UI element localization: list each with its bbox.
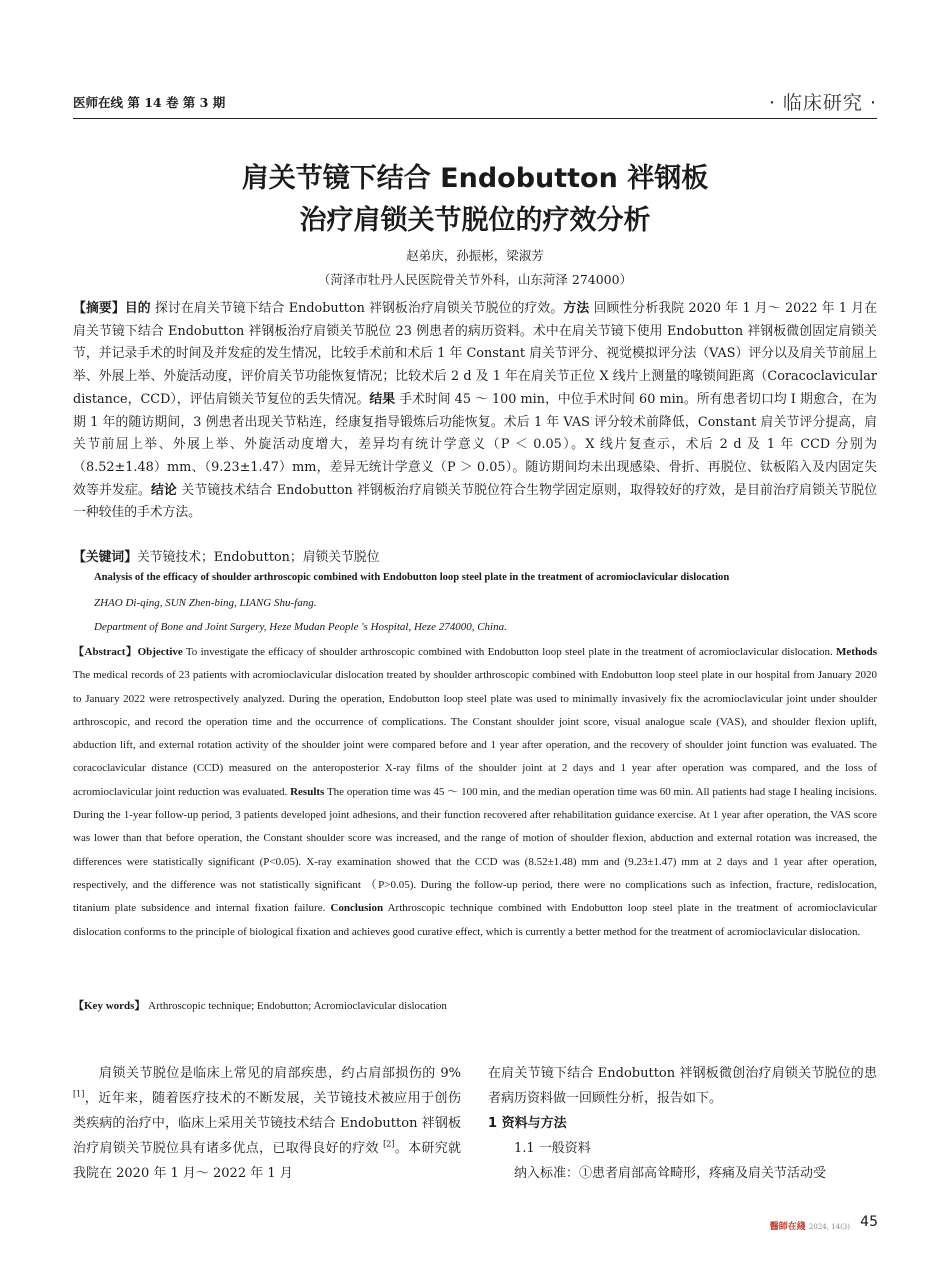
en-keywords-label: 【Key words】 — [73, 1000, 146, 1012]
objective-label: 目的 — [124, 301, 151, 316]
body-column-left — [73, 1061, 461, 1186]
body-text: ，近年来，随着医疗技术的不断发展，关节镜技术被应用于创伤类疾病的治疗中，临床上采用关节镜技术结合 Endobutton 袢钢板治疗肩锁关节脱位具有诸多优点，已取得良好的疗效 — [73, 1091, 461, 1156]
section-heading: 1 资料与方法 — [488, 1116, 567, 1131]
abstract-label: 【摘要】 — [73, 301, 125, 316]
authors: 赵弟庆，孙振彬，梁淑芳 — [406, 248, 544, 263]
citation-ref[interactable]: [1] — [73, 1089, 85, 1099]
english-affiliation: Department of Bone and Joint Surgery, Heze Mudan People 's Hospital, Heze 274000, China. — [94, 621, 507, 633]
citation-ref[interactable]: [2] — [383, 1139, 395, 1149]
en-methods-label: Methods — [836, 646, 877, 658]
en-results-text: The operation time was 45 ～ 100 min, and the median operation time was 60 min. All patients had stage I healing incisions. During the 1-year follow-up period, 3 patients developed joint adhesions, and their function recovered after rehabilitation guidance exercise. At 1 year after operation, the VAS score was lower than that before operation, the Constant shoulder score was increased, and the range of motion of shoulder flexion, abduction and external rotation was increased, the differences were statistically significant (P<0.05). X-ray examination showed that the CCD was (8.52±1.48) mm and (9.23±1.47) mm at 2 days and 1 year after operation, respectively, and the difference was not statistically significant （P>0.05). During the follow-up period, there were no complications such as infection, fracture, redislocation, titanium plate subsidence and internal fixation failure. — [73, 785, 878, 915]
results-text: 手术时间 45 ～ 100 min，中位手术时间 60 min。所有患者切口均 Ⅰ 期愈合，在为期 1 年的随访期间，3 例患者出现关节粘连，经康复指导锻炼后功能恢复。术后 1 年 VAS 评分较术前降低，Constant 肩关节评分提高，肩关节前屈上举、外展上举、外旋活动度增大，差异均有统计学意义（P ＜ 0.05）。X 线片复查示，术后 2 d 及 1 年 CCD 分别为（8.52±1.48）mm、（9.23±1.47）mm，差异无统计学意义（P ＞ 0.05）。随访期间均未出现感染、骨折、再脱位、钛板陷入及内固定失效等并发症。 — [73, 391, 877, 498]
keywords-text: 关节镜技术；Endobutton；肩锁关节脱位 — [136, 550, 380, 565]
body-paragraph — [73, 1061, 461, 1186]
keywords-label: 【关键词】 — [73, 550, 137, 565]
en-abstract-label: 【Abstract】 — [73, 646, 138, 658]
footer-logo-text: 醫師在綫 — [769, 1222, 806, 1232]
subsection-heading: 1.1 一般资料 — [514, 1141, 591, 1156]
keywords-cn — [73, 546, 877, 565]
footer-journal-logo — [770, 1219, 850, 1232]
conclusion-text: 关节镜技术结合 Endobutton 袢钢板治疗肩锁关节脱位符合生物学固定原则，取得较好的疗效，是目前治疗肩锁关节脱位一种较佳的手术方法。 — [73, 482, 878, 521]
methods-text: 回顾性分析我院 2020 年 1 月～ 2022 年 1 月在肩关节镜下结合 Endobutton 袢钢板治疗肩锁关节脱位 23 例患者的病历资料。术中在肩关节镜下使用 Endobutton 袢钢板微创固定肩锁关节，并记录手术的时间及并发症的发生情况，比较手术前和术后 1 年 Constant 肩关节评分、视觉模拟评分法（VAS）评分以及肩关节前屈上举、外展上举、外旋活动度，评价肩关节功能恢复情况；比较术后 2 d 及 1 年在肩关节正位 X 线片上测量的喙锁间距离（Coracoclavicular distance，CCD），评估肩锁关节复位的丢失情况。 — [73, 301, 878, 407]
running-header — [73, 90, 877, 119]
body-paragraph: 在肩关节镜下结合 Endobutton 袢钢板微创治疗肩锁关节脱位的患者病历资料做一回顾性分析，报告如下。 — [488, 1066, 877, 1106]
abstract-cn — [73, 298, 877, 525]
title-line-2: 治疗肩锁关节脱位的疗效分析 — [299, 205, 651, 236]
body-column-right — [488, 1061, 877, 1186]
en-conclusion-text: Arthroscopic technique combined with Endobutton loop steel plate in the treatment of acromioclavicular dislocation conforms to the principle of biological fixation and achieves good curative effect, which is currently a better method for the treatment of acromioclavicular dislocation. — [73, 902, 878, 938]
en-objective-text: To investigate the efficacy of shoulder arthroscopic combined with Endobutton loop steel plate in the treatment of acromioclavicular dislocation. — [182, 646, 837, 658]
body-text: 。本研究就我院在 2020 年 1 月～ 2022 年 1 月 — [73, 1141, 461, 1181]
objective-text: 探讨在肩关节镜下结合 Endobutton 袢钢板治疗肩锁关节脱位的疗效。 — [150, 301, 564, 316]
journal-issue: 医师在线 第 14 卷 第 3 期 — [73, 95, 226, 110]
en-methods-text: The medical records of 23 patients with acromioclavicular dislocation treated by shoulder arthroscopic combined with Endobutton loop steel plate in our hospital from January 2020 to January 2022 were retrospectively analyzed. During the operation, Endobutton loop steel plate was used to minimally invasively fix the acromioclavicular joint under shoulder arthroscopic, and record the operation time and the occurrence of complications. The Constant shoulder joint score, visual analogue scale (VAS), and shoulder flexion uplift, abduction lift, and external rotation activity of the shoulder joint were compared before and 1 year after operation, and the recovery of shoulder joint function was evaluated. The coracoclavicular distance (CCD) measured on the anteroposterior X-ray films of the shoulder joint at 2 days and 1 year after operation was compared, and the loss of acromioclavicular joint reduction was evaluated. — [73, 669, 877, 798]
en-results-label: Results — [290, 785, 325, 798]
title-line-1: 肩关节镜下结合 Endobutton 袢钢板 — [241, 163, 709, 194]
article-title — [0, 158, 950, 242]
body-text: 肩锁关节脱位是临床上常见的肩部疾患，约占肩部损伤的 9% — [99, 1066, 461, 1081]
en-objective-label: Objective — [137, 646, 183, 658]
conclusion-label: 结论 — [151, 482, 178, 498]
abstract-en — [73, 641, 877, 944]
methods-label: 方法 — [563, 301, 590, 316]
english-title: Analysis of the efficacy of shoulder arthroscopic combined with Endobutton loop steel plate in the treatment of acromioclavicular dislocation — [94, 572, 730, 583]
footer-volume: 2024, 14(3) — [808, 1223, 850, 1231]
affiliation: （菏泽市牡丹人民医院骨关节外科，山东菏泽 274000） — [317, 272, 633, 287]
results-label: 结果 — [369, 391, 396, 407]
keywords-en — [73, 997, 447, 1013]
en-keywords-text: Arthroscopic technique; Endobutton; Acromioclavicular dislocation — [145, 1000, 447, 1012]
section-label: · 临床研究 · — [768, 92, 877, 114]
page-number: 45 — [860, 1214, 878, 1230]
english-authors: ZHAO Di-qing, SUN Zhen-bing, LIANG Shu-fang. — [94, 597, 317, 609]
en-conclusion-label: Conclusion — [330, 902, 384, 915]
body-paragraph: 纳入标准：①患者肩部高耸畸形，疼痛及肩关节活动受 — [514, 1166, 827, 1181]
